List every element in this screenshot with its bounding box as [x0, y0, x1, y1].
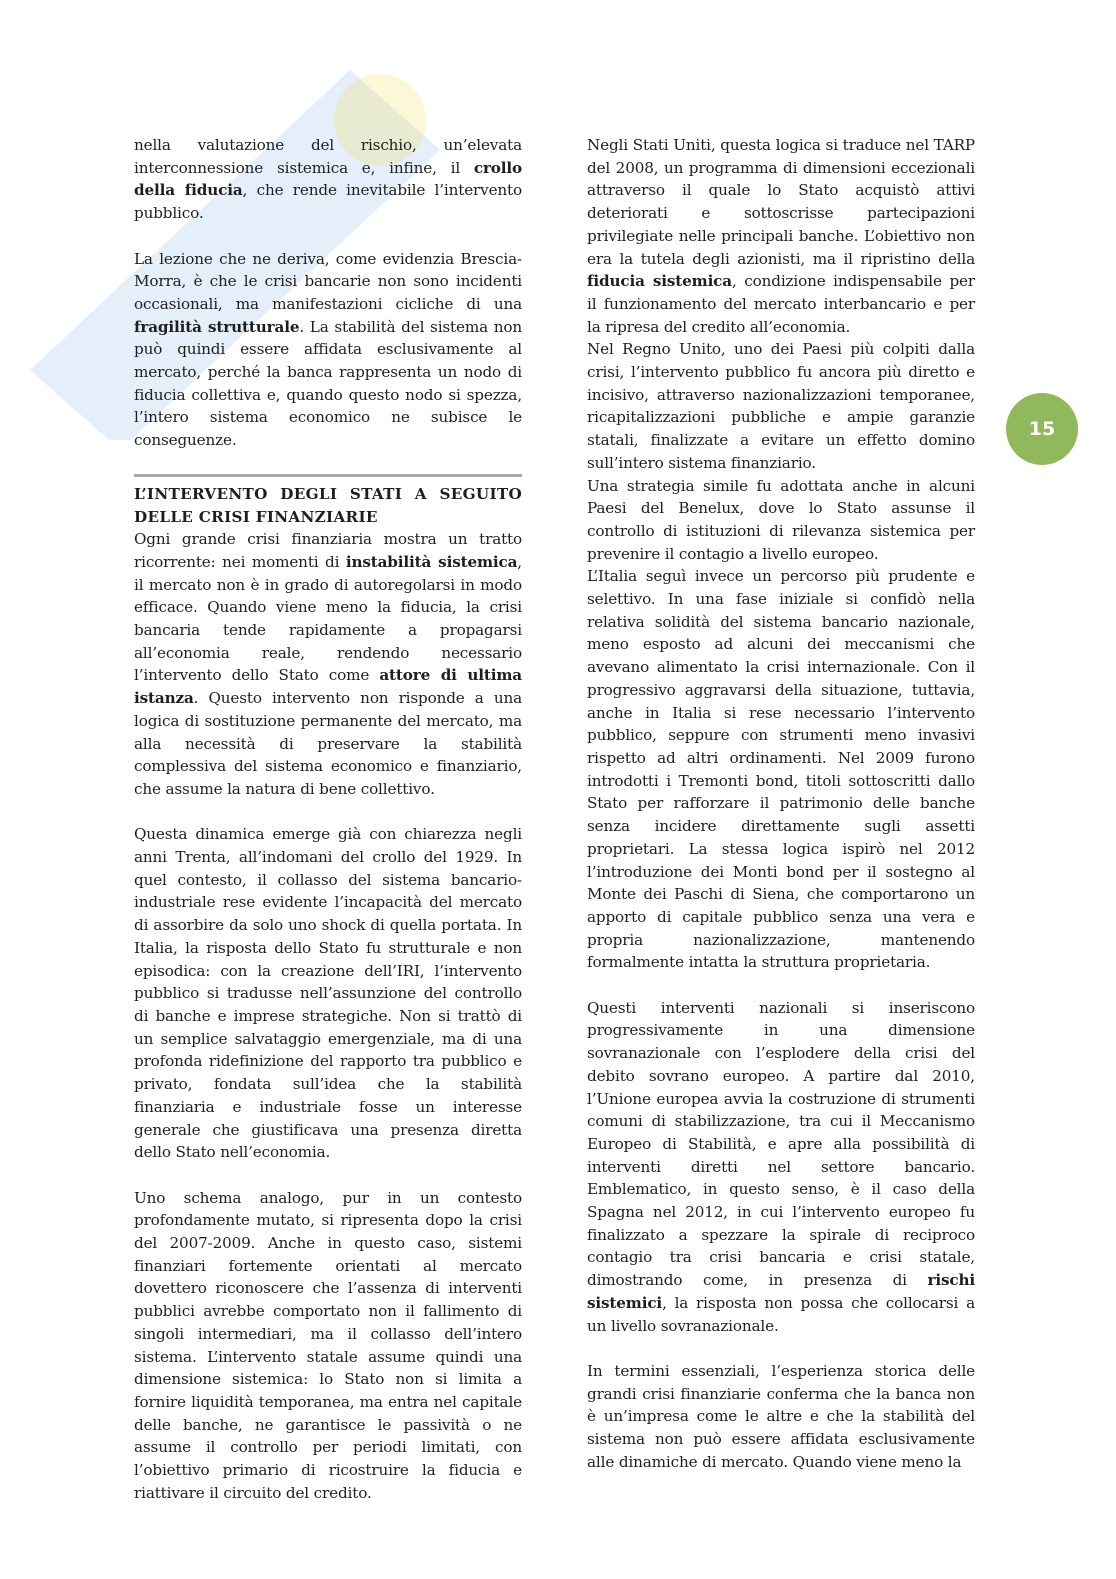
text-run: . Questo intervento non risponde a una logica di sostituzione permanente del mercato, ma alla necessità di preservare la stabilità complessiva del sistema economico e finanziario, che assume la natura di bene collettivo.: [134, 689, 522, 798]
text-run: Nel Regno Unito, uno dei Paesi più colpiti dalla crisi, l’intervento pubblico fu ancora più diretto e incisivo, attraverso nazionalizzazioni temporanee, ricapitalizzazioni pubbliche e ampie garanzie statali, finalizzate a evitare un effetto domino sull’intero sistema finanziario.: [587, 340, 975, 472]
text-run: , la risposta non possa che collocarsi a un livello sovranazionale.: [587, 1293, 975, 1335]
text-run: , condizione indispensabile per il funzionamento del mercato interbancario e per la ripresa del credito all’economia.: [587, 272, 975, 336]
text-run: Questa dinamica emerge già con chiarezza negli anni Trenta, all’indomani del crollo del 1929. In quel contesto, il collasso del sistema bancario-industriale rese evidente l’incapacità del mercato di assorbire da solo uno shock di quella portata. In Italia, la risposta dello Stato fu strutturale e non episodica: con la creazione dell’IRI, l’intervento pubblico si tradusse nell’assunzione del controllo di banche e imprese strategiche. Non si trattò di un semplice salvataggio emergenziale, ma di una profonda ridefinizione del rapporto tra pubblico e privato, fondata sull’idea che la stabilità finanziaria e industriale fosse un interesse generale che giustificava una presenza diretta dello Stato nell’economia.: [134, 825, 522, 1162]
left-paragraph-5: [134, 1187, 522, 1505]
left-column: [134, 134, 522, 1504]
right-paragraph-5: [587, 997, 975, 1338]
left-paragraph-1: [134, 134, 522, 225]
text-run: L’Italia seguì invece un percorso più prudente e selettivo. In una fase iniziale si confidò nella relativa solidità del sistema bancario nazionale, meno esposto ad alcuni dei meccanismi che avevano alimentato la crisi internazionale. Con il progressivo aggravarsi della situazione, tuttavia, anche in Italia si rese necessario l’intervento pubblico, seppure con strumenti meno invasivi rispetto ad altri ordinamenti. Nel 2009 furono introdotti i Tremonti bond, titoli sottoscritti dallo Stato per rafforzare il patrimonio delle banche senza incidere direttamente sugli assetti proprietari. La stessa logica ispirò nel 2012 l’introduzione dei Monti bond per il sostegno al Monte dei Paschi di Siena, che comportarono un apporto di capitale pubblico senza una vera e propria nazionalizzazione, mantenendo formalmente intatta la struttura proprietaria.: [587, 567, 975, 972]
text-run: nella valutazione del rischio, un’elevata interconnessione sistemica e, infine, il: [134, 136, 522, 177]
text-run: , che rende inevitabile l’intervento pubblico.: [134, 181, 523, 223]
bold-term: fiducia sistemica: [587, 272, 732, 291]
text-run: La lezione che ne deriva, come evidenzia Brescia-Morra, è che le crisi bancarie non sono incidenti occasionali, ma manifestazioni cicliche di una: [134, 249, 522, 313]
section-heading: L’INTERVENTO DEGLI STATI A SEGUITO DELLE CRISI FINANZIARIE: [134, 484, 522, 526]
text-run: , il mercato non è in grado di autoregolarsi in modo efficace. Quando viene meno la fiducia, la crisi bancaria tende rapidamente a propagarsi all’economia reale, rendendo necessario l’intervento dello Stato come: [134, 552, 522, 685]
section-divider: [134, 474, 522, 477]
left-paragraph-2: [134, 248, 522, 452]
bold-term: rischi sistemici: [587, 1271, 975, 1312]
text-run: Negli Stati Uniti, questa logica si traduce nel TARP del 2008, un programma di dimensioni eccezionali attraverso il quale lo Stato acquistò attivi deteriorati e sottoscrisse partecipazioni privilegiate nelle principali banche. L’obiettivo non era la tutela degli azionisti, ma il ripristino della: [587, 136, 975, 268]
bold-term: instabilità sistemica: [345, 552, 518, 571]
right-column: [587, 134, 975, 1473]
bold-term: fragilità strutturale: [134, 317, 300, 336]
bold-term: crollo della fiducia: [134, 158, 522, 200]
bold-term: attore di ultima istanza: [134, 666, 522, 708]
right-paragraph-4: [587, 565, 975, 974]
text-run: . La stabilità del sistema non può quindi essere affidata esclusivamente al mercato, perché la banca rappresenta un nodo di fiducia collettiva e, quando questo nodo si spezza, l’intero sistema economico ne subisce le conseguenze.: [134, 317, 522, 450]
right-paragraph-2: [587, 338, 975, 474]
text-run: In termini essenziali, l’esperienza storica delle grandi crisi finanziarie conferma che la banca non è un’impresa come le altre e che la stabilità del sistema non può essere affidata esclusivamente alle dinamiche di mercato. Quando viene meno la: [587, 1361, 975, 1471]
text-run: Ogni grande crisi finanziaria mostra un tratto ricorrente: nei momenti di: [134, 530, 522, 571]
page-number-badge: 15: [1006, 393, 1078, 465]
text-run: Questi interventi nazionali si inseriscono progressivamente in una dimensione sovranazionale con l’esplodere della crisi del debito sovrano europeo. A partire dal 2010, l’Unione europea avvia la costruzione di strumenti comuni di stabilizzazione, tra cui il Meccanismo Europeo di Stabilità, e apre alla possibilità di interventi diretti nel settore bancario. Emblematico, in questo senso, è il caso della Spagna nel 2012, in cui l’intervento europeo fu finalizzato a spezzare la spirale di reciproco contagio tra crisi bancaria e crisi statale, dimostrando come, in presenza di: [587, 998, 975, 1290]
right-paragraph-3: [587, 475, 975, 566]
left-paragraph-3: [134, 528, 522, 800]
left-paragraph-4: [134, 823, 522, 1164]
text-run: Una strategia simile fu adottata anche in alcuni Paesi del Benelux, dove lo Stato assunse il controllo di istituzioni di rilevanza sistemica per prevenire il contagio a livello europeo.: [587, 476, 975, 563]
right-paragraph-6: [587, 1360, 975, 1474]
right-paragraph-1: [587, 134, 975, 338]
text-run: Uno schema analogo, pur in un contesto profondamente mutato, si ripresenta dopo la crisi del 2007-2009. Anche in questo caso, sistemi finanziari fortemente orientati al mercato dovettero riconoscere che l’assenza di interventi pubblici avrebbe comportato non il fallimento di singoli intermediari, ma il collasso dell’intero sistema. L’intervento statale assume quindi una dimensione sistemica: lo Stato non si limita a fornire liquidità temporanea, ma entra nel capitale delle banche, ne garantisce le passività o ne assume il controllo per periodi limitati, con l’obiettivo primario di ricostruire la fiducia e riattivare il circuito del credito.: [134, 1188, 522, 1502]
